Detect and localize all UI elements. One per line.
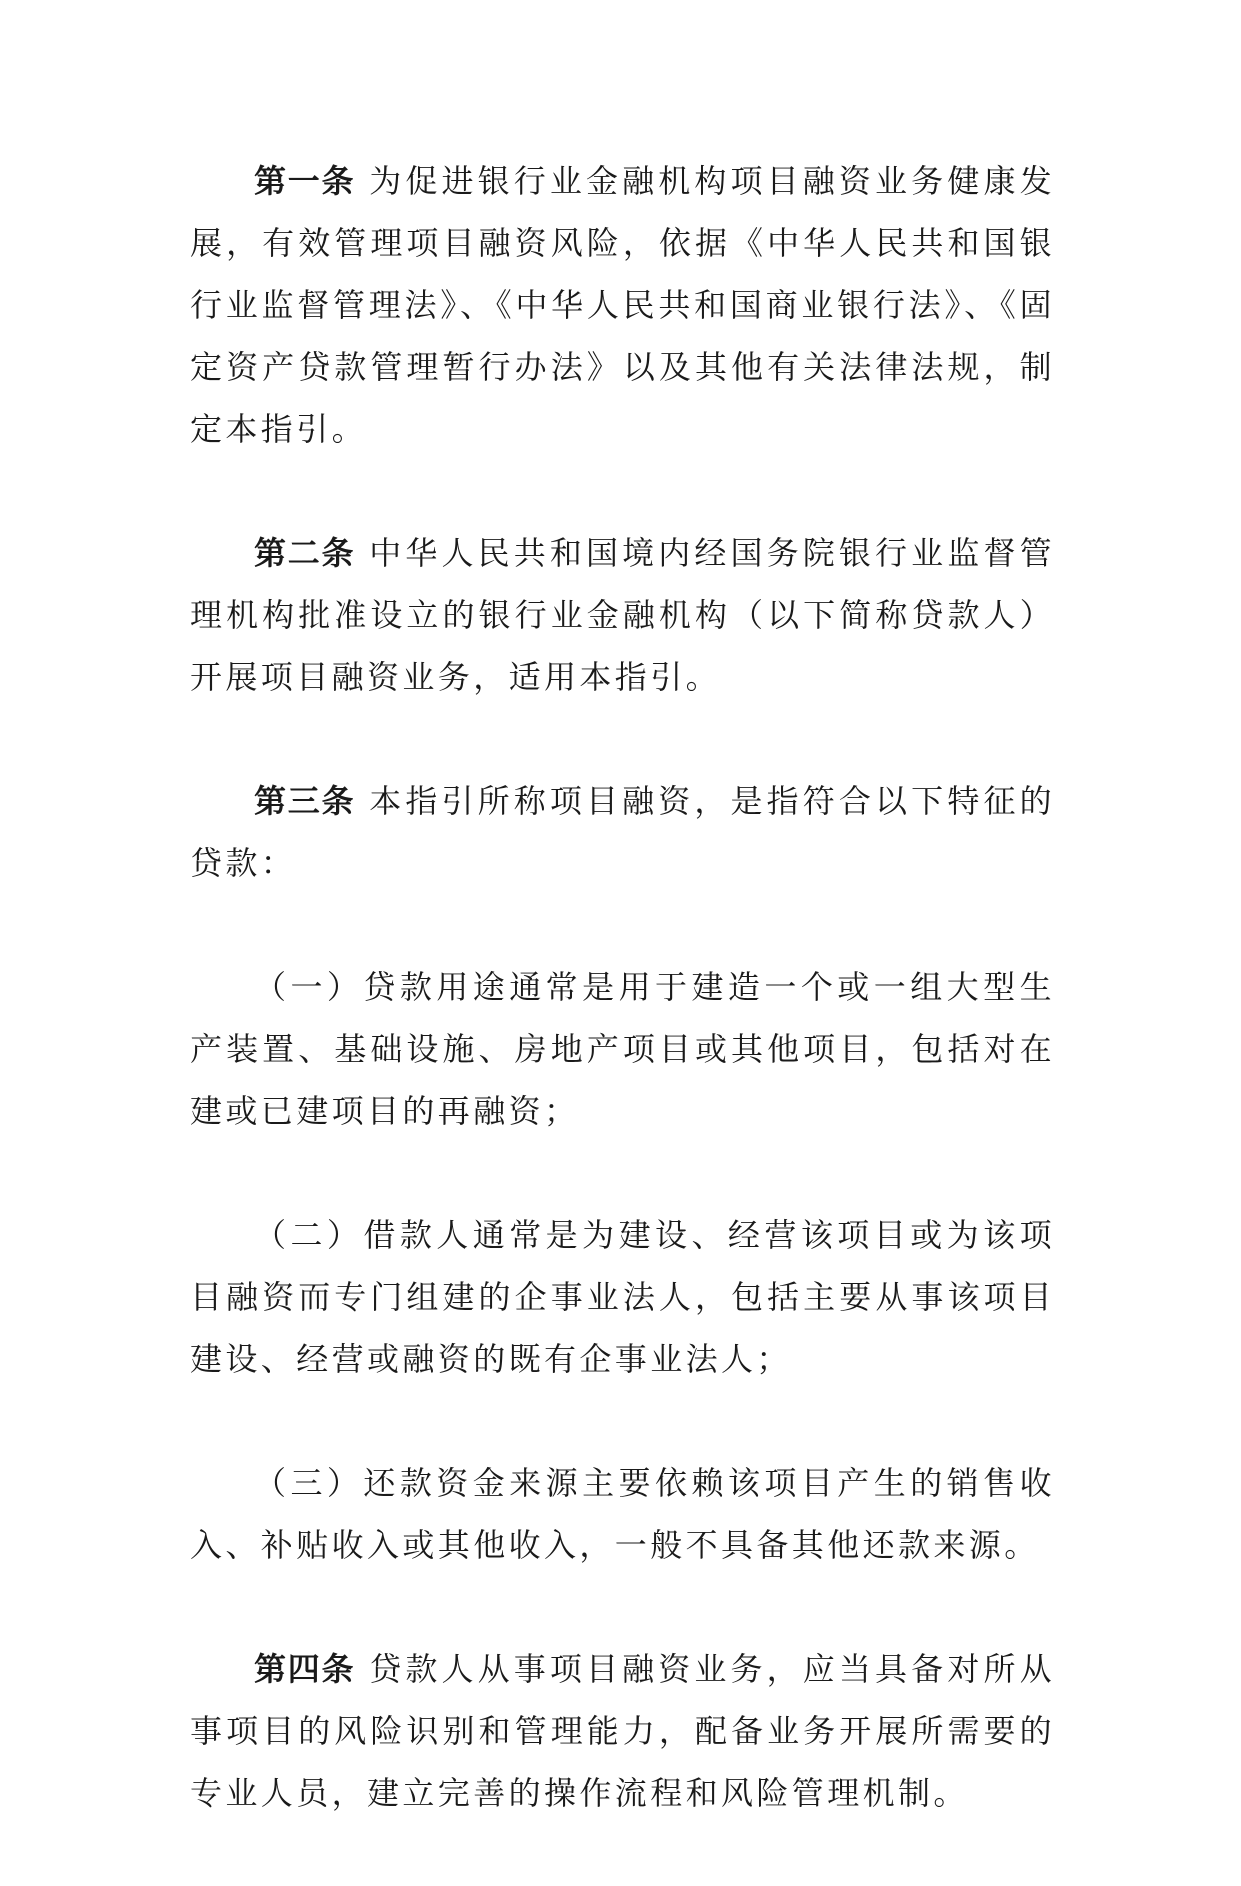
article-4-heading: 第四条 [254,1650,356,1688]
article-1-paragraph [190,150,1055,460]
article-3-heading: 第三条 [254,782,356,820]
article-3-item-3 [190,1452,1055,1576]
article-3-item-1 [190,956,1055,1142]
article-1-heading: 第一条 [254,162,356,200]
article-4-text: 贷款人从事项目融资业务，应当具备对所从事项目的风险识别和管理能力，配备业务开展所需要的专业人员，建立完善的操作流程和风险管理机制。 [190,1650,1055,1812]
article-3-item-2 [190,1204,1055,1390]
article-3-text: 本指引所称项目融资，是指符合以下特征的贷款： [190,782,1055,882]
item-1-text: （一）贷款用途通常是用于建造一个或一组大型生产装置、基础设施、房地产项目或其他项目，包括对在建或已建项目的再融资； [190,968,1055,1130]
article-3-paragraph [190,770,1055,894]
article-2-heading: 第二条 [254,534,356,572]
document-page [190,150,1055,1886]
article-1-text: 为促进银行业金融机构项目融资业务健康发展，有效管理项目融资风险，依据《中华人民共和国银行业监督管理法》、《中华人民共和国商业银行法》、《固定资产贷款管理暂行办法》以及其他有关法律法规，制定本指引。 [190,162,1055,448]
item-3-text: （三）还款资金来源主要依赖该项目产生的销售收入、补贴收入或其他收入，一般不具备其他还款来源。 [190,1464,1055,1564]
item-2-text: （二）借款人通常是为建设、经营该项目或为该项目融资而专门组建的企事业法人，包括主要从事该项目建设、经营或融资的既有企事业法人； [190,1216,1055,1378]
article-2-paragraph [190,522,1055,708]
article-2-text: 中华人民共和国境内经国务院银行业监督管理机构批准设立的银行业金融机构（以下简称贷款人）开展项目融资业务，适用本指引。 [190,534,1055,696]
article-4-paragraph [190,1638,1055,1824]
